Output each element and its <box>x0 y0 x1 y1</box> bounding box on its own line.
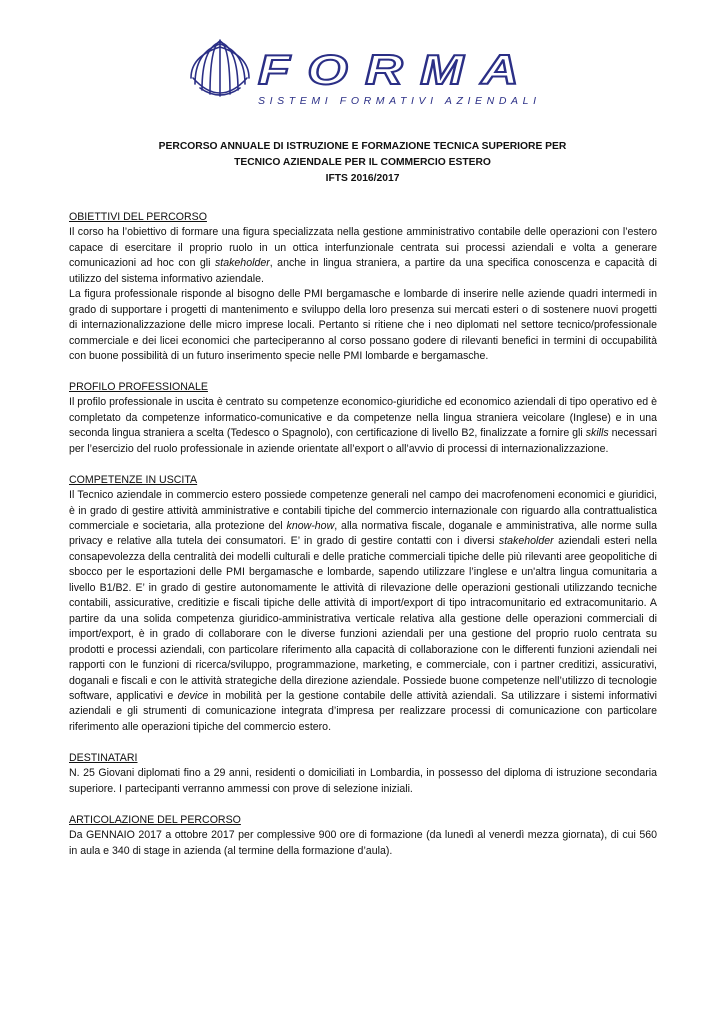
svg-text:SISTEMI FORMATIVI AZIENDALI: SISTEMI FORMATIVI AZIENDALI <box>258 95 536 107</box>
italic-term: know-how <box>286 520 335 533</box>
heading-line-3: IFTS 2016/2017 <box>325 173 400 184</box>
section-articolazione <box>69 813 657 859</box>
italic-term: skills <box>585 427 609 440</box>
document-body <box>69 210 657 874</box>
document-heading <box>0 139 725 187</box>
section-body <box>69 488 657 735</box>
italic-term: device <box>177 690 209 703</box>
section-title: OBIETTIVI DEL PERCORSO <box>69 211 207 223</box>
forma-logo <box>190 38 540 108</box>
section-obiettivi <box>69 210 657 365</box>
section-profilo <box>69 380 657 457</box>
section-body <box>69 766 657 797</box>
paragraph <box>69 488 657 735</box>
section-destinatari <box>69 751 657 797</box>
section-title: COMPETENZE IN USCITA <box>69 473 198 486</box>
paragraph: N. 25 Giovani diplomati fino a 29 anni, residenti o domiciliati in Lombardia, in possesso del diploma di istruzione secondaria superiore. I partecipanti verranno ammessi con prove di selezione iniziali. <box>69 767 657 795</box>
heading-line-2: TECNICO AZIENDALE PER IL COMMERCIO ESTERO <box>234 157 491 168</box>
text-run: Il profilo professionale in uscita è centrato su competenze economico-giuridiche ed economico aziendali di tipo operativo ed è completato da competenze informatico-comunicative e da competenze nella lingua straniera veicolare (Inglese) e in una seconda lingua straniera a scelta (Tedesco o Spagnolo), con certificazione di livello B2, finalizzate a fornire gli <box>69 396 657 440</box>
text-run: aziendali esteri nella consapevolezza della centralità dei modelli culturali e delle pratiche commerciali tipiche delle più rilevanti aree geopolitiche di sbocco per le esportazioni delle PMI bergamasche e lombarde, sapendo utilizzare l’inglese e un'altra lingua comunitaria a livello B1/B2. E’ in grado di gestire autonomamente le attività di rilevazione delle operazioni gestionali utilizzando tecniche contabili, assicurative, creditizie e fiscali tipiche delle attività di import/export di tipo intracomunitario ed extracomunitario. A partire da una solida competenza giuridico-amministrativa verticale relativa alla gestione delle operazioni commerciali di import/export, è in grado di collaborare con le diverse funzioni aziendali per una gestione del proprio ruolo centrata su prodotti e processi aziendali, con particolare riferimento alla capacità di collaborazione con le differenti funzioni aziendali nei rapporti con le funzioni di ricerca/sviluppo, programmazione, marketing, e commerciale, con i partner creditizi, assicurativi, doganali e fiscali e con le attività strategiche della direzione aziendale. Possiede buone competenze nell’utilizzo di tecnologie software, applicativi e <box>69 535 657 703</box>
text-run: in mobilità per la gestione contabile delle attività aziendali. Sa utilizzare i sistemi informativi aziendali e gli strumenti di comunicazione integrata d’impresa per realizzare processi di comunicazione con particolare riferimento alle operazioni tipiche del commercio estero. <box>69 690 657 733</box>
text-run: necessari per l’esercizio del ruolo professionale in aziende orientate all’export o all’avvio di processi di internazionalizzazione. <box>69 427 657 455</box>
paragraph <box>69 225 657 287</box>
text-run: Il Tecnico aziendale in commercio estero possiede competenze generali nel campo dei macrofenomeni economici e giuridici, è in grado di gestire attività amministrative e contabili tipiche del commercio internazionale con riguardo alla contrattualistica commerciale e societaria, alla protezione del <box>69 489 657 533</box>
heading-line-1: PERCORSO ANNUALE DI ISTRUZIONE E FORMAZIONE TECNICA SUPERIORE PER <box>158 141 567 152</box>
italic-term: stakeholder <box>498 535 554 548</box>
section-body <box>69 395 657 457</box>
text-run: , anche in lingua straniera, a partire da una specifica conoscenza e capacità di utilizzo del sistema informativo aziendale. <box>69 257 657 285</box>
paragraph: Da GENNAIO 2017 a ottobre 2017 per complessive 900 ore di formazione (da lunedì al venerdì mezza giornata), di cui 560 in aula e 340 di stage in azienda (al termine della formazione d’aula). <box>69 829 657 857</box>
italic-term: stakeholder <box>214 257 270 270</box>
svg-text:FORMA: FORMA <box>258 46 536 93</box>
text-run: , alla normativa fiscale, doganale e amministrativa, alle norme sulla privacy e relative alla tutela dei consumatori. E’ in grado di gestire contatti con i diversi <box>69 520 657 548</box>
shell-emblem-icon <box>191 40 249 96</box>
paragraph: La figura professionale risponde al bisogno delle PMI bergamasche e lombarde di inserire nelle aziende quadri intermedi in grado di supportare i progetti di mantenimento e sviluppo della loro presenza sui mercati esteri o di sostenere nuovi progetti di internazionalizzazione delle micro imprese locali. Pertanto si ritiene che i neo diplomati nel settore tecnico/professionale commerciale e dei licei economici che parteciperanno al corso possano godere di rilevanti benefici in termini di occupabilità con buone possibilità di un futuro inserimento specie nelle PMI lombarde e bergamasche. <box>69 288 657 363</box>
text-run: Il corso ha l’obiettivo di formare una figura specializzata nella gestione amministrativo contabile delle operazioni con l’estero capace di esercitare il proprio ruolo in un ottica interfunzionale centrata sui processi aziendali e volta a generare comunicazioni ad hoc con gli <box>69 226 657 270</box>
section-competenze <box>69 473 657 736</box>
paragraph <box>69 395 657 457</box>
section-title: PROFILO PROFESSIONALE <box>69 380 208 393</box>
section-body <box>69 828 657 859</box>
section-title: ARTICOLAZIONE DEL PERCORSO <box>69 813 241 826</box>
section-title: DESTINATARI <box>69 751 138 764</box>
section-body <box>69 225 657 364</box>
